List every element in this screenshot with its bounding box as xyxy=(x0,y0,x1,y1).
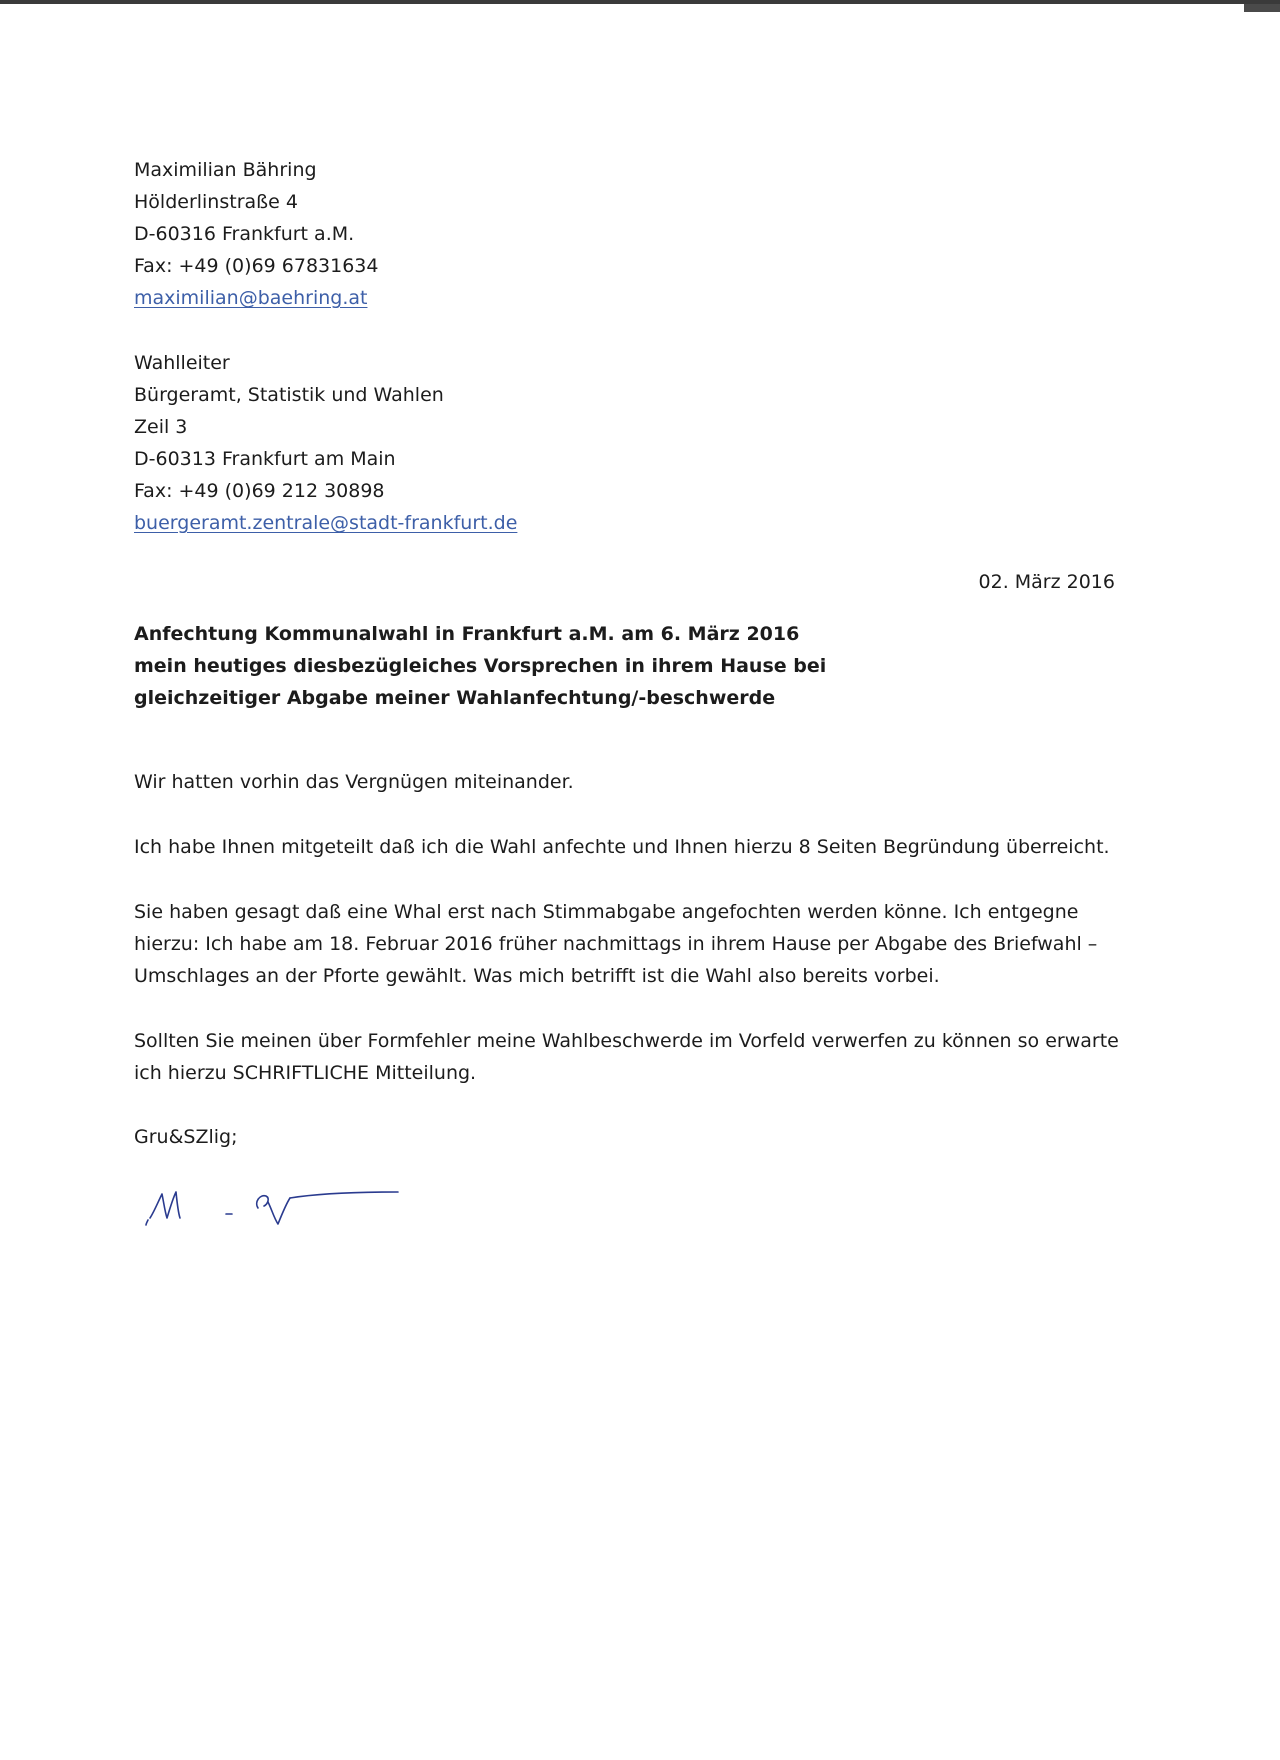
recipient-fax: Fax: +49 (0)69 212 30898 xyxy=(134,480,385,502)
sender-address-block xyxy=(134,154,379,314)
sender-street: Hölderlinstraße 4 xyxy=(134,191,298,213)
body-paragraph-4 xyxy=(134,1025,1134,1089)
body-paragraph-2 xyxy=(134,831,1134,863)
body-line: ich hierzu SCHRIFTLICHE Mitteilung. xyxy=(134,1062,477,1084)
sender-city: D-60316 Frankfurt a.M. xyxy=(134,223,355,245)
subject-line: mein heutiges diesbezügleiches Vorsprechen in ihrem Hause bei xyxy=(134,655,827,677)
closing-block xyxy=(134,1121,1134,1153)
scan-edge-top xyxy=(0,0,1280,4)
subject-line: gleichzeitiger Abgabe meiner Wahlanfechtung/-beschwerde xyxy=(134,687,776,709)
sender-name: Maximilian Bähring xyxy=(134,159,317,181)
body-paragraph-3 xyxy=(134,896,1134,992)
handwritten-signature xyxy=(140,1168,410,1238)
subject-block xyxy=(134,618,1084,714)
recipient-title: Wahlleiter xyxy=(134,352,230,374)
body-line: Sollten Sie meinen über Formfehler meine Wahlbeschwerde im Vorfeld verwerfen zu können so erwarte xyxy=(134,1030,1119,1052)
sender-email-link[interactable]: maximilian@baehring.at xyxy=(134,287,368,309)
letter-date: 02. März 2016 xyxy=(978,571,1115,593)
signature-icon xyxy=(140,1168,410,1238)
recipient-address-block xyxy=(134,347,517,539)
scan-edge-corner xyxy=(1244,4,1280,12)
body-line: Sie haben gesagt daß eine Whal erst nach Stimmabgabe angefochten werden könne. Ich entgegne xyxy=(134,901,1079,923)
body-paragraph-1 xyxy=(134,766,1134,798)
recipient-street: Zeil 3 xyxy=(134,416,188,438)
subject-line: Anfechtung Kommunalwahl in Frankfurt a.M. am 6. März 2016 xyxy=(134,623,800,645)
recipient-city: D-60313 Frankfurt am Main xyxy=(134,448,396,470)
closing-greeting: Gru&SZlig; xyxy=(134,1126,238,1148)
body-line: hierzu: Ich habe am 18. Februar 2016 früher nachmittags in ihrem Hause per Abgabe des Briefwahl – xyxy=(134,933,1098,955)
body-line: Ich habe Ihnen mitgeteilt daß ich die Wahl anfechte und Ihnen hierzu 8 Seiten Begründung überreicht. xyxy=(134,836,1110,858)
sender-fax: Fax: +49 (0)69 67831634 xyxy=(134,255,379,277)
recipient-email-link[interactable]: buergeramt.zentrale@stadt-frankfurt.de xyxy=(134,512,518,534)
recipient-office: Bürgeramt, Statistik und Wahlen xyxy=(134,384,444,406)
body-line: Wir hatten vorhin das Vergnügen miteinander. xyxy=(134,771,574,793)
body-line: Umschlages an der Pforte gewählt. Was mich betrifft ist die Wahl also bereits vorbei. xyxy=(134,965,940,987)
